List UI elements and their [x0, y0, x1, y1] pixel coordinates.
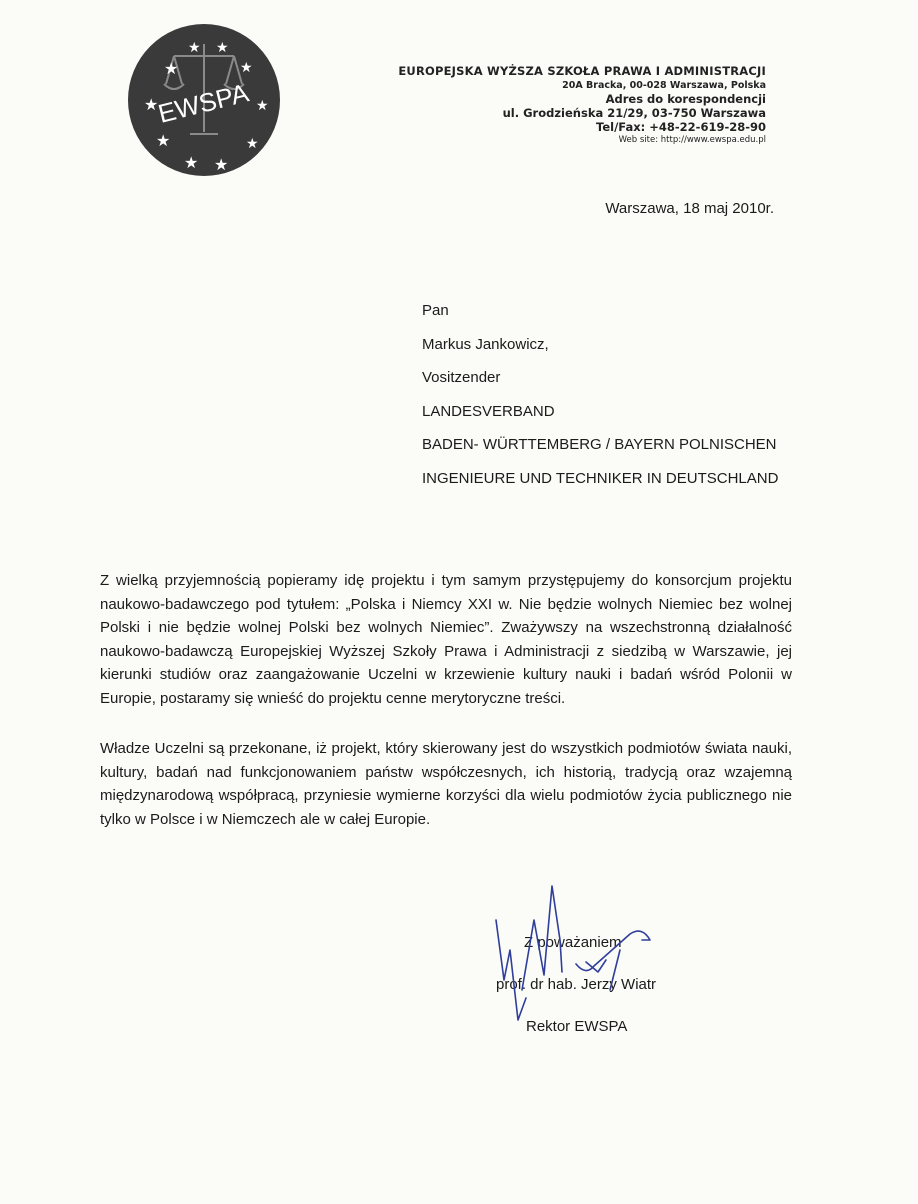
svg-text:★: ★: [156, 131, 171, 150]
institution-address: 20A Bracka, 00-028 Warszawa, Polska: [562, 80, 766, 91]
signer-title: Rektor EWSPA: [526, 1018, 628, 1035]
recipient-org-line3: INGENIEURE UND TECHNIKER IN DEUTSCHLAND: [422, 469, 779, 487]
recipient-name: Markus Jankowicz,: [422, 335, 549, 353]
svg-text:★: ★: [144, 95, 159, 114]
body-paragraph-2: Władze Uczelni są przekonane, iż projekt, który skierowany jest do wszystkich podmiotów świata nauki, kultury, badań nad funkcjonowaniem państw współczesnych, ich historią, tradycją oraz wzajemną międzynarodową współpracą, przyniesie wymierne korzyści dla wielu podmiotów życia publicznego nie tylko w Polsce i w Niemczech ale w całej Europie.: [100, 740, 792, 828]
letter-date: Warszawa, 18 maj 2010r.: [605, 200, 774, 217]
svg-text:★: ★: [184, 153, 199, 172]
recipient-salutation: Pan: [422, 302, 449, 319]
correspondence-label: Adres do korespondencji: [605, 92, 766, 106]
body-paragraph-1: Z wielką przyjemnością popieramy idę projektu i tym samym przystępujemy do konsorcjum projektu naukowo-badawczego pod tytułem: „Polska i Niemcy XXI w. Nie będzie wolnych Niemiec bez wolnej Polski i nie będzie wolnej Polski bez wolnych Niemiec”. Zważywszy na wszechstronną działalność naukowo-badawczą Europejskiej Wyższej Szkoły Prawa i Administracji z siedzibą w Warszawie, jej kierunki studiów oraz zaangażowanie Uczelni w krzewienie kultury nauki i badań wśród Polonii w Europie, postaramy się wnieść do projektu cenne merytoryczne treści.: [100, 572, 792, 707]
recipient-block: [422, 294, 778, 495]
closing-greeting: Z poważaniem: [524, 934, 622, 951]
recipient-org-line1: LANDESVERBAND: [422, 402, 555, 420]
correspondence-address: ul. Grodzieńska 21/29, 03-750 Warszawa: [502, 106, 766, 120]
svg-text:★: ★: [188, 40, 201, 56]
signer-name: prof. dr hab. Jerzy Wiatr: [496, 976, 657, 993]
svg-text:★: ★: [216, 40, 229, 56]
svg-text:★: ★: [246, 136, 259, 152]
recipient-org-line2: BADEN- WÜRTTEMBERG / BAYERN POLNISCHEN: [422, 436, 777, 453]
svg-text:★: ★: [240, 60, 253, 76]
website: Web site: http://www.ewspa.edu.pl: [618, 135, 766, 145]
svg-text:★: ★: [256, 98, 269, 114]
logo-text: EWSPA: [155, 77, 252, 129]
closing-block: [494, 932, 694, 1052]
svg-text:★: ★: [214, 155, 229, 174]
telfax: Tel/Fax: +48-22-619-28-90: [596, 120, 766, 134]
svg-text:★: ★: [164, 59, 179, 78]
recipient-role: Vositzender: [422, 369, 501, 386]
ewspa-logo: [126, 22, 282, 178]
letterhead: [398, 64, 766, 146]
institution-name: EUROPEJSKA WYŻSZA SZKOŁA PRAWA I ADMINISTRACJI: [398, 64, 766, 78]
